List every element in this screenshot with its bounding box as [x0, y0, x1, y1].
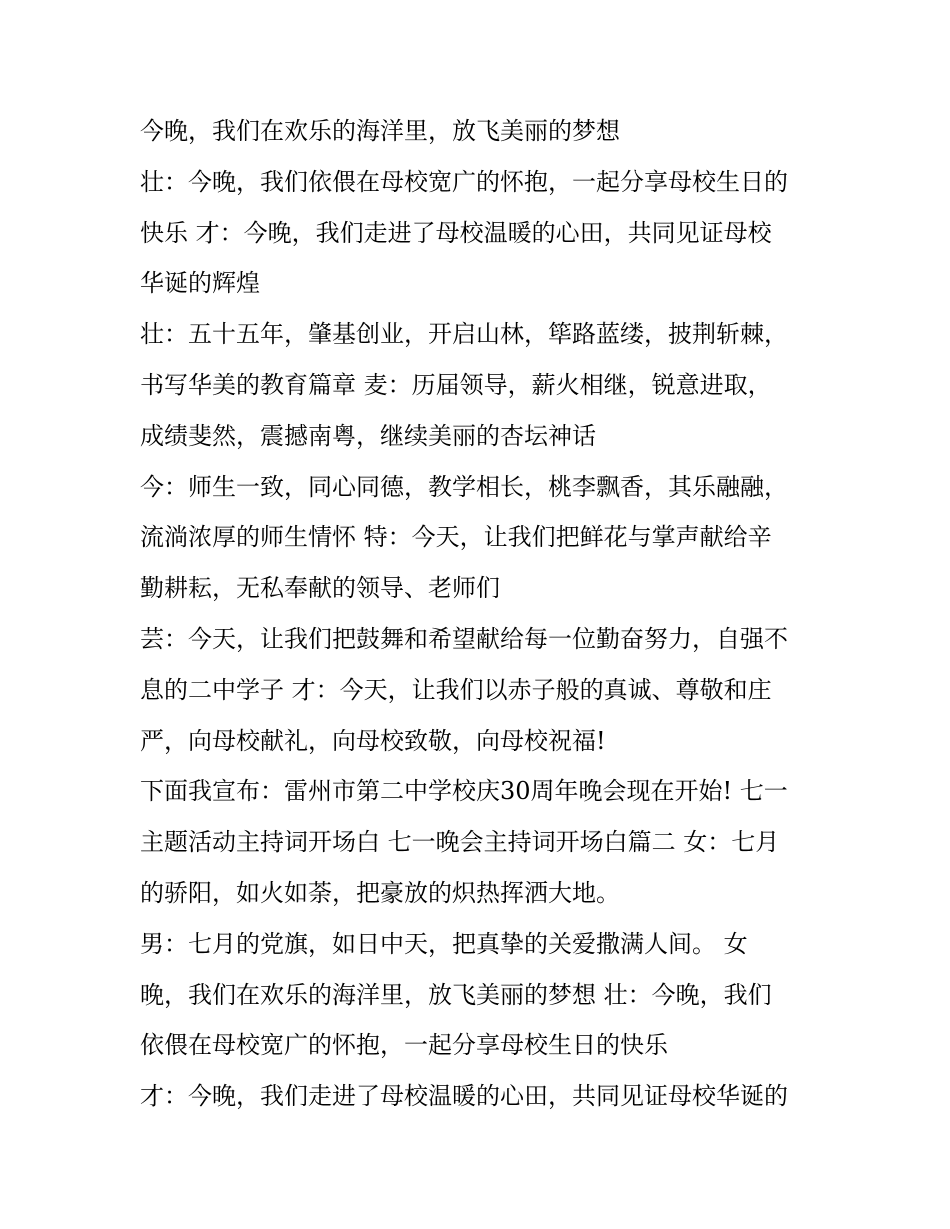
text-line: 依偎在母校宽广的怀抱，一起分享母校生日的快乐	[140, 1031, 668, 1060]
text-line: 勤耕耘，无私奉献的领导、老师们	[140, 574, 500, 603]
text-line: 下面我宣布：雷州市第二中学校庆30周年晚会现在开始! 七一	[140, 777, 788, 806]
text-line: 晚，我们在欢乐的海洋里，放飞美丽的梦想 壮：今晚，我们	[140, 980, 772, 1009]
text-line: 息的二中学子 才：今天，让我们以赤子般的真诚、尊敬和庄	[140, 675, 772, 704]
text-line: 壮：今晚，我们依偎在母校宽广的怀抱，一起分享母校生日的	[140, 167, 788, 196]
text-line: 今晚，我们在欢乐的海洋里，放飞美丽的梦想	[140, 117, 620, 145]
text-line: 的骄阳，如火如荼，把豪放的炽热挥洒大地。	[140, 878, 620, 907]
text-line: 才：今晚，我们走进了母校温暖的心田，共同见证母校华诞的	[140, 1082, 788, 1111]
text-line: 书写华美的教育篇章 麦：历届领导，薪火相继，锐意进取，	[140, 370, 772, 399]
text-line: 芸：今天，让我们把鼓舞和希望献给每一位勤奋努力，自强不	[140, 624, 788, 653]
text-line: 流淌浓厚的师生情怀 特：今天，让我们把鲜花与掌声献给辛	[140, 523, 772, 552]
text-line: 壮：五十五年，肇基创业，开启山林，筚路蓝缕，披荆斩棘，	[140, 320, 788, 349]
text-line: 快乐 才：今晚，我们走进了母校温暖的心田，共同见证母校	[140, 218, 772, 247]
text-line: 今：师生一致，同心同德，教学相长，桃李飘香，其乐融融，	[140, 472, 788, 501]
text-line: 男：七月的党旗，如日中天，把真挚的关爱撒满人间。 女	[140, 929, 748, 958]
document-body	[140, 106, 820, 1122]
text-line: 主题活动主持词开场白 七一晚会主持词开场白篇二 女：七月	[140, 828, 780, 857]
text-line: 华诞的辉煌	[140, 269, 260, 298]
text-line: 严，向母校献礼，向母校致敬，向母校祝福!	[140, 726, 606, 755]
text-line: 成绩斐然，震撼南粤，继续美丽的杏坛神话	[140, 421, 596, 450]
